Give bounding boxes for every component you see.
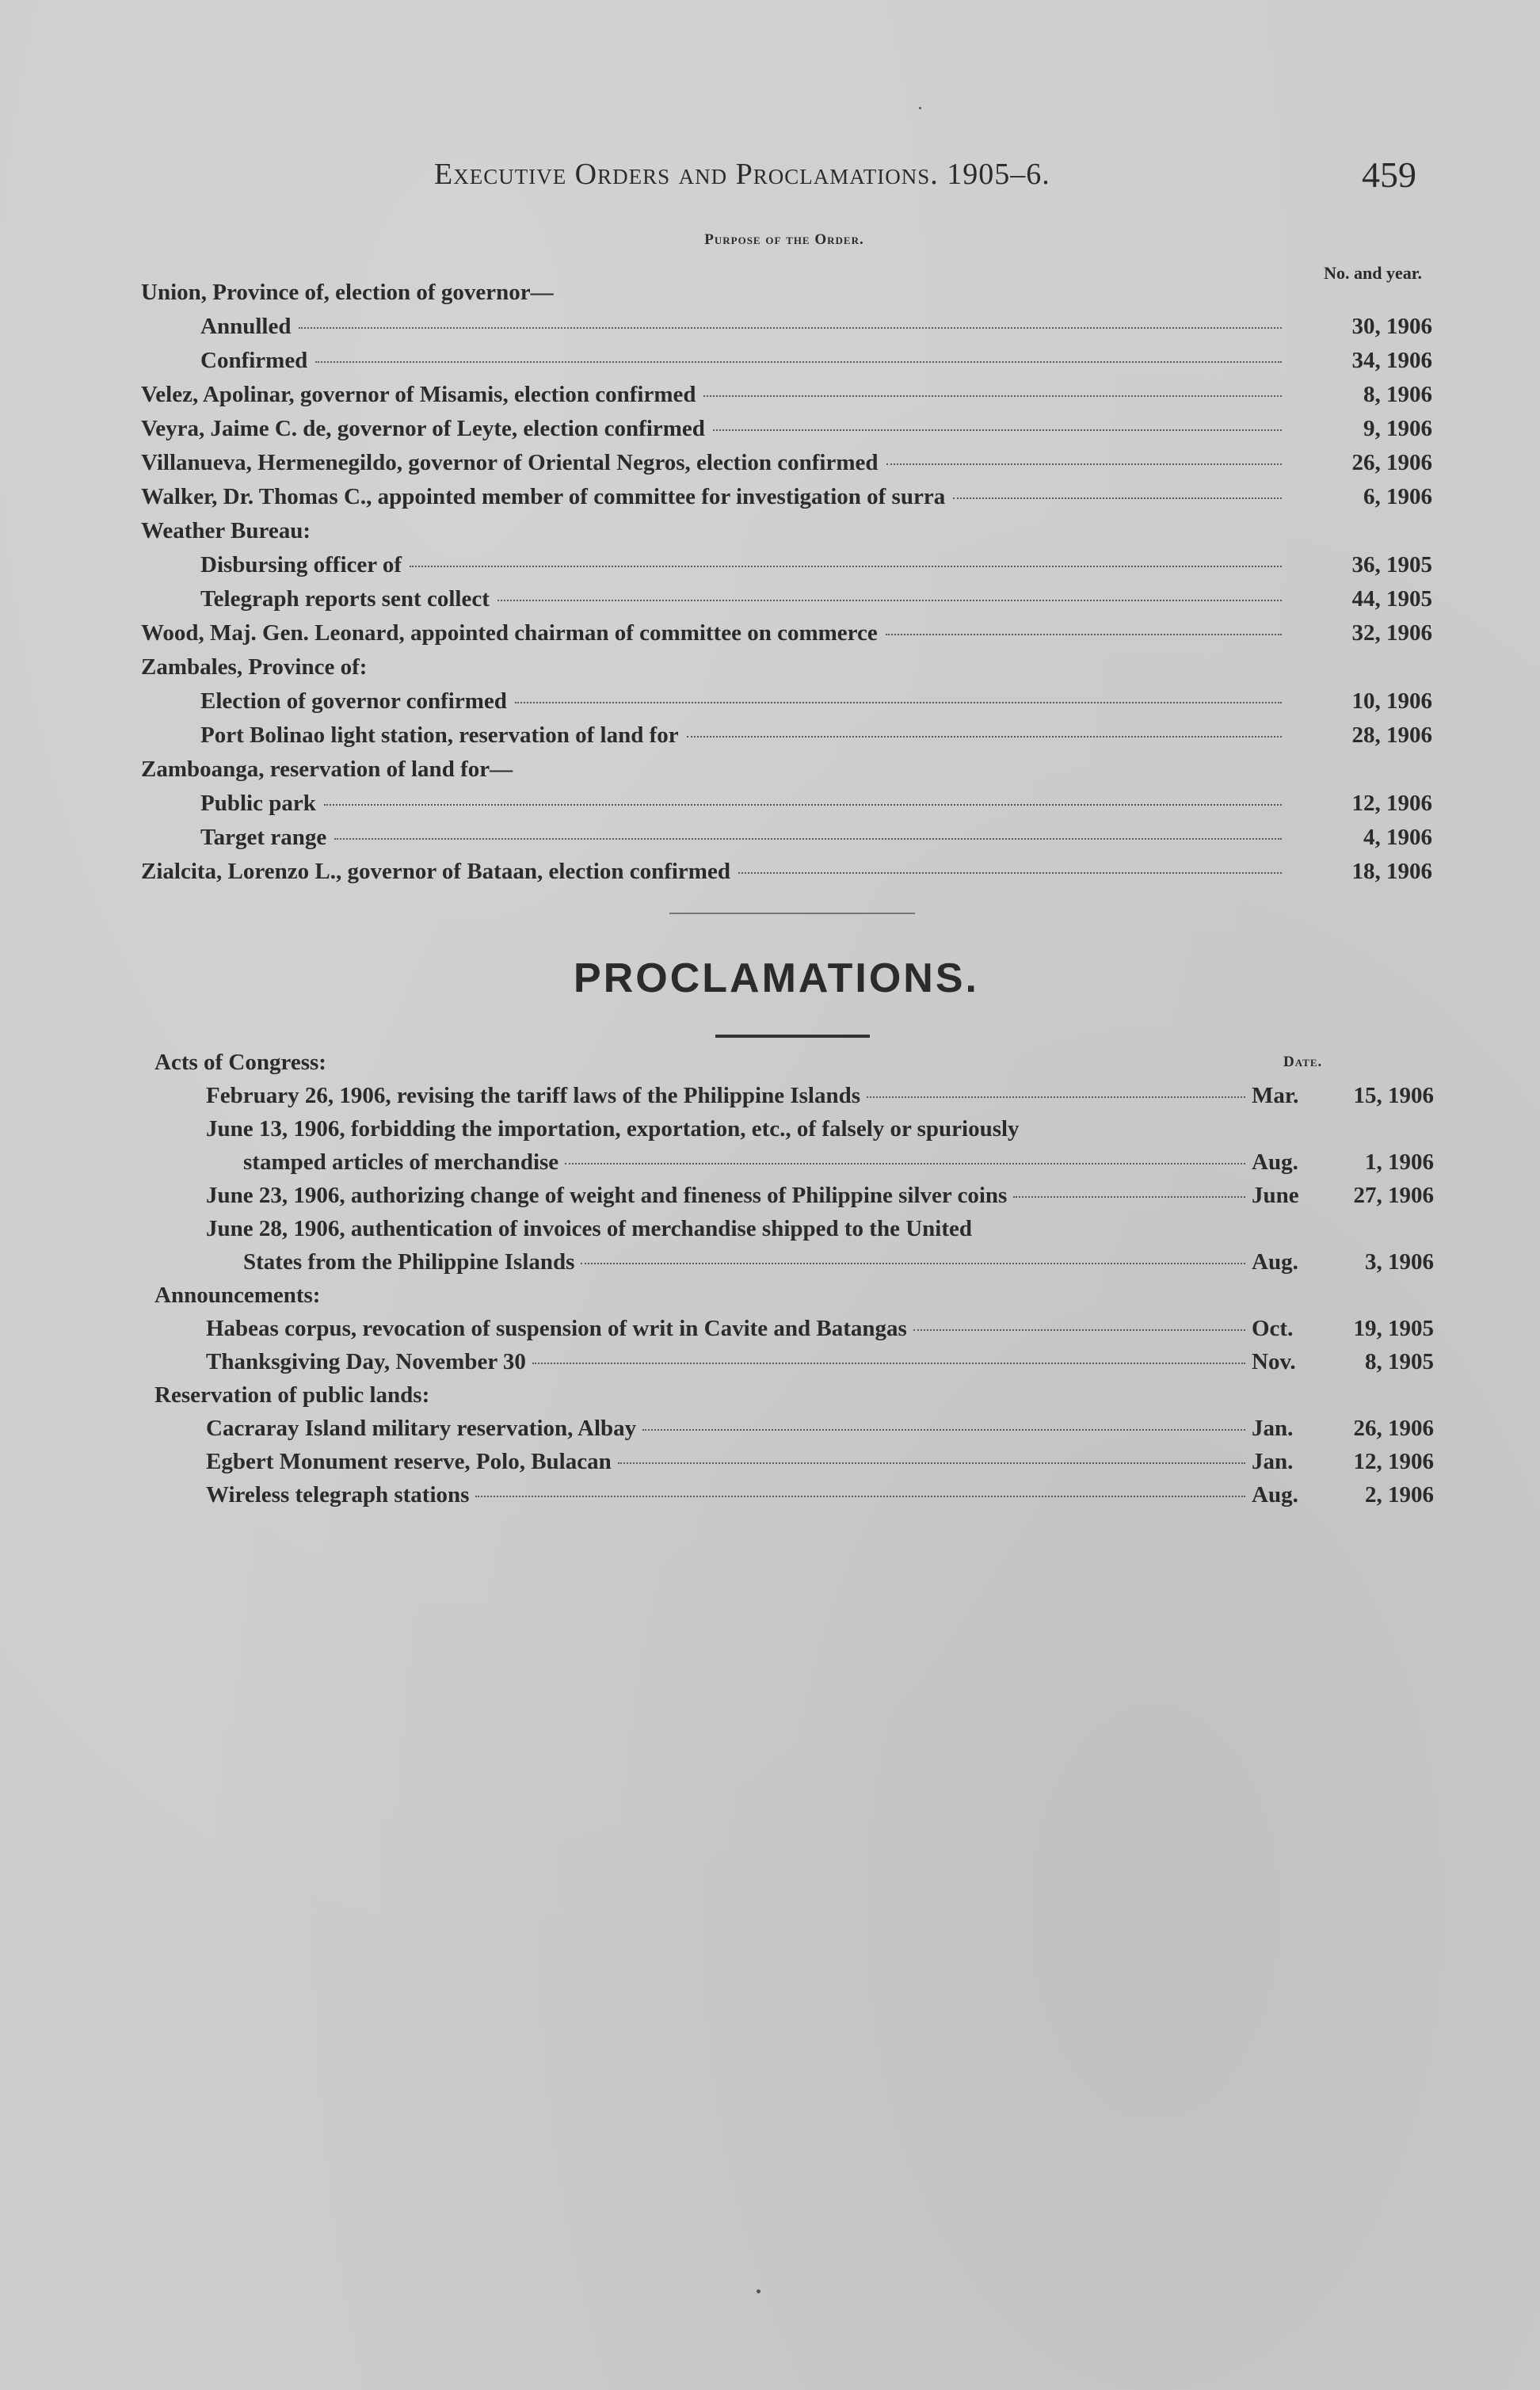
proclamation-entry bbox=[154, 1112, 1434, 1145]
orders-column-heading: No. and year. bbox=[1324, 263, 1422, 283]
proclamation-entry bbox=[154, 1245, 1434, 1279]
index-entry bbox=[141, 582, 1432, 616]
entry-text: Villanueva, Hermenegildo, governor of Oriental Negros, election confirmed bbox=[141, 450, 879, 475]
date-day-year: 27, 1906 bbox=[1353, 1183, 1434, 1208]
index-entry bbox=[141, 719, 1432, 753]
proclamation-entry bbox=[154, 1212, 1434, 1245]
proclamation-entry bbox=[154, 1145, 1434, 1179]
entry-text: Velez, Apolinar, governor of Misamis, election confirmed bbox=[141, 382, 696, 407]
dot-leader bbox=[515, 702, 1282, 703]
dot-leader bbox=[886, 463, 1282, 465]
entry-text: Egbert Monument reserve, Polo, Bulacan bbox=[206, 1449, 612, 1474]
entry-text: Zambales, Province of: bbox=[141, 654, 368, 680]
entry-text: Port Bolinao light station, reservation of land for bbox=[200, 722, 679, 748]
order-number: 28, 1906 bbox=[1351, 722, 1432, 748]
order-number: 32, 1906 bbox=[1351, 620, 1432, 646]
proclamation-entry bbox=[154, 1179, 1434, 1212]
dot-leader bbox=[867, 1096, 1245, 1098]
proclamations-heading: PROCLAMATIONS. bbox=[574, 955, 979, 1001]
date-month: Oct. bbox=[1252, 1316, 1294, 1341]
date-day-year: 3, 1906 bbox=[1365, 1249, 1434, 1275]
dot-leader bbox=[497, 600, 1282, 601]
dot-leader bbox=[581, 1263, 1245, 1264]
orders-index-list bbox=[141, 276, 1432, 889]
entry-text: Union, Province of, election of governor— bbox=[141, 280, 554, 305]
proclamation-entry bbox=[154, 1279, 1434, 1312]
date-month: Jan. bbox=[1252, 1449, 1294, 1474]
proclamation-entry bbox=[154, 1345, 1434, 1378]
dot-leader bbox=[299, 327, 1282, 329]
dot-leader bbox=[1013, 1196, 1245, 1198]
dot-leader bbox=[324, 804, 1282, 806]
entry-text: Reservation of public lands: bbox=[154, 1382, 430, 1408]
paper-speck bbox=[919, 107, 921, 109]
entry-text: Telegraph reports sent collect bbox=[200, 586, 490, 612]
entry-text: Thanksgiving Day, November 30 bbox=[206, 1349, 526, 1374]
entry-text: Veyra, Jaime C. de, governor of Leyte, election confirmed bbox=[141, 416, 705, 441]
order-number: 8, 1906 bbox=[1363, 382, 1432, 407]
date-day-year: 12, 1906 bbox=[1353, 1449, 1434, 1474]
entry-text: Acts of Congress: bbox=[154, 1050, 326, 1075]
proclamation-date bbox=[1252, 1312, 1434, 1345]
index-entry bbox=[141, 684, 1432, 719]
date-column-heading: Date. bbox=[1283, 1054, 1323, 1070]
date-month: Aug. bbox=[1252, 1249, 1298, 1275]
entry-text: Confirmed bbox=[200, 348, 308, 373]
heading-rule bbox=[715, 1035, 870, 1038]
order-number: 30, 1906 bbox=[1351, 314, 1432, 339]
dot-leader bbox=[687, 736, 1282, 738]
index-entry bbox=[141, 310, 1432, 344]
index-entry bbox=[141, 855, 1432, 889]
entry-text: Annulled bbox=[200, 314, 292, 339]
index-entry bbox=[141, 616, 1432, 650]
dot-leader bbox=[913, 1329, 1245, 1331]
index-entry bbox=[141, 548, 1432, 582]
index-entry bbox=[141, 344, 1432, 378]
index-entry bbox=[141, 753, 1432, 787]
index-entry bbox=[141, 480, 1432, 514]
order-number: 10, 1906 bbox=[1351, 688, 1432, 714]
entry-text: February 26, 1906, revising the tariff laws of the Philippine Islands bbox=[206, 1083, 860, 1108]
date-month: Aug. bbox=[1252, 1482, 1298, 1508]
dot-leader bbox=[410, 566, 1282, 567]
order-number: 18, 1906 bbox=[1351, 859, 1432, 884]
proclamation-date bbox=[1252, 1445, 1434, 1478]
date-month: Nov. bbox=[1252, 1349, 1296, 1374]
proclamation-date bbox=[1252, 1079, 1434, 1112]
proclamation-date bbox=[1252, 1145, 1434, 1179]
index-entry bbox=[141, 276, 1432, 310]
date-month: Aug. bbox=[1252, 1149, 1298, 1175]
dot-leader bbox=[565, 1163, 1245, 1165]
dot-leader bbox=[315, 361, 1282, 363]
dot-leader bbox=[738, 872, 1282, 874]
order-number: 34, 1906 bbox=[1351, 348, 1432, 373]
entry-text: June 13, 1906, forbidding the importation, exportation, etc., of falsely or spuriously bbox=[206, 1116, 1020, 1142]
index-entry bbox=[141, 378, 1432, 412]
entry-text: June 23, 1906, authorizing change of weight and fineness of Philippine silver coins bbox=[206, 1183, 1008, 1208]
date-day-year: 1, 1906 bbox=[1365, 1149, 1434, 1175]
dot-leader bbox=[475, 1496, 1245, 1497]
index-entry bbox=[141, 412, 1432, 446]
entry-text: Public park bbox=[200, 791, 316, 816]
date-day-year: 8, 1905 bbox=[1365, 1349, 1434, 1374]
entry-text: States from the Philippine Islands bbox=[243, 1249, 575, 1275]
proclamation-date bbox=[1252, 1412, 1434, 1445]
entry-text: Election of governor confirmed bbox=[200, 688, 507, 714]
entry-text: Cacraray Island military reservation, Albay bbox=[206, 1416, 637, 1441]
order-number: 12, 1906 bbox=[1351, 791, 1432, 816]
orders-subheading: Purpose of the Order. bbox=[704, 231, 864, 248]
order-number: 4, 1906 bbox=[1363, 825, 1432, 850]
date-day-year: 2, 1906 bbox=[1365, 1482, 1434, 1508]
entry-text: stamped articles of merchandise bbox=[243, 1149, 559, 1175]
date-day-year: 26, 1906 bbox=[1353, 1416, 1434, 1441]
entry-text: Zamboanga, reservation of land for— bbox=[141, 757, 513, 782]
order-number: 6, 1906 bbox=[1363, 484, 1432, 509]
paper-speck bbox=[757, 2289, 760, 2293]
entry-text: Announcements: bbox=[154, 1283, 321, 1308]
order-number: 9, 1906 bbox=[1363, 416, 1432, 441]
date-month: June bbox=[1252, 1183, 1299, 1208]
entry-text: June 28, 1906, authentication of invoices of merchandise shipped to the United bbox=[206, 1216, 972, 1241]
order-number: 36, 1905 bbox=[1351, 552, 1432, 577]
proclamation-entry bbox=[154, 1445, 1434, 1478]
proclamation-date bbox=[1252, 1478, 1434, 1511]
entry-text: Weather Bureau: bbox=[141, 518, 311, 543]
index-entry bbox=[141, 514, 1432, 548]
order-number: 44, 1905 bbox=[1351, 586, 1432, 612]
entry-text: Wireless telegraph stations bbox=[206, 1482, 470, 1508]
index-entry bbox=[141, 821, 1432, 855]
entry-text: Target range bbox=[200, 825, 327, 850]
proclamation-entry bbox=[154, 1412, 1434, 1445]
proclamation-entry bbox=[154, 1312, 1434, 1345]
date-month: Mar. bbox=[1252, 1083, 1299, 1108]
date-day-year: 19, 1905 bbox=[1353, 1316, 1434, 1341]
date-month: Jan. bbox=[1252, 1416, 1294, 1441]
date-day-year: 15, 1906 bbox=[1353, 1083, 1434, 1108]
proclamation-entry bbox=[154, 1046, 1434, 1079]
proclamation-date bbox=[1252, 1179, 1434, 1212]
proclamation-entry bbox=[154, 1079, 1434, 1112]
index-entry bbox=[141, 650, 1432, 684]
running-header bbox=[434, 154, 1416, 204]
running-header-title: Executive Orders and Proclamations. 1905–6. bbox=[434, 158, 1050, 191]
entry-text: Walker, Dr. Thomas C., appointed member of committee for investigation of surra bbox=[141, 484, 946, 509]
dot-leader bbox=[713, 429, 1282, 431]
entry-text: Zialcita, Lorenzo L., governor of Bataan, election confirmed bbox=[141, 859, 730, 884]
entry-text: Habeas corpus, revocation of suspension of writ in Cavite and Batangas bbox=[206, 1316, 907, 1341]
proclamation-date bbox=[1252, 1345, 1434, 1378]
section-divider bbox=[669, 913, 915, 914]
proclamations-list bbox=[154, 1046, 1434, 1511]
dot-leader bbox=[334, 838, 1282, 840]
dot-leader bbox=[642, 1429, 1245, 1431]
entry-text: Wood, Maj. Gen. Leonard, appointed chairman of committee on commerce bbox=[141, 620, 878, 646]
index-entry bbox=[141, 446, 1432, 480]
dot-leader bbox=[703, 395, 1282, 397]
index-entry bbox=[141, 787, 1432, 821]
proclamation-entry bbox=[154, 1478, 1434, 1511]
proclamation-date bbox=[1252, 1245, 1434, 1279]
dot-leader bbox=[532, 1363, 1245, 1364]
order-number: 26, 1906 bbox=[1351, 450, 1432, 475]
entry-text: Disbursing officer of bbox=[200, 552, 402, 577]
dot-leader bbox=[618, 1462, 1245, 1464]
proclamation-entry bbox=[154, 1378, 1434, 1412]
dot-leader bbox=[886, 634, 1282, 635]
page-number: 459 bbox=[1362, 154, 1416, 195]
dot-leader bbox=[953, 497, 1282, 499]
